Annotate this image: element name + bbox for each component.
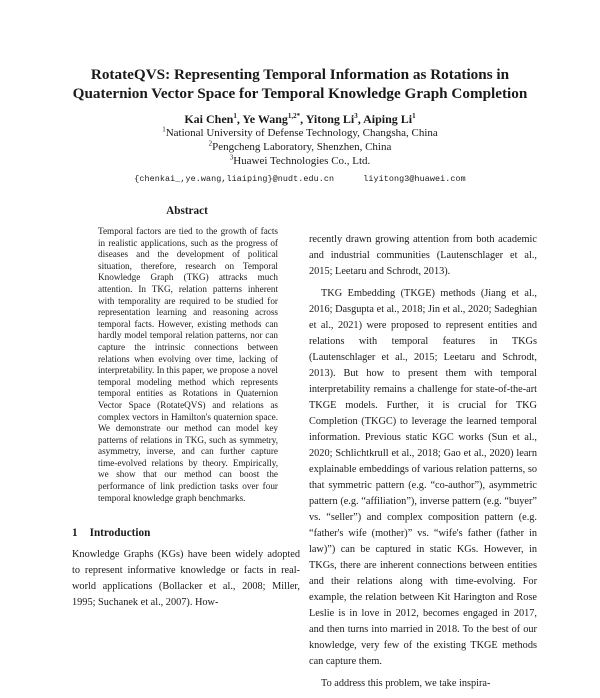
section-heading-introduction: [72, 527, 150, 539]
paragraph-tkge: TKG Embedding (TKGE) methods (Jiang et al., 2016; Dasgupta et al., 2018; Jin et al., 2020; Sadeghian et al., 2021) were proposed to represent entities and relations with temporal features in TKGs (Lautenschlager et al., 2015; Leetaru and Schrodt, 2013). But how to present them with temporal interpretability remains a challenge for state-of-the-art TKGE models. Further, it is crucial for TKG Completion (TKGC) to leverage the learned temporal information. Previous static KGC works (Sun et al., 2020; Schlichtkrull et al., 2018; Gao et al., 2020) learn explainable embeddings of various relation patterns, so that symmetric pattern (e.g. “co-author”), asymmetric pattern (e.g. “affiliation”), inverse pattern (e.g. “buyer” vs. “seller”) and complex composition pattern (e.g. “father's wife (mother)” vs. “wife's father (father in law)”) can be captured in static KGs. However, in TKGs, there are inherent connections between entities and their relations along with time-evolving. For example, the relation between Kit Harington and Rose Leslie is in love in 2012, becomes engaged in 2017, and then turns into married in 2018. To the best of our knowledge, very few of the existing TKGE methods can capture them.: [309, 288, 537, 667]
abstract-body: Temporal factors are tied to the growth of facts in realistic applications, such as the progress of diseases and the development of political situation, therefore, research on Temporal Knowledge Graph (TKG) attracks much attention. In TKG, relation patterns inherent with temporality are required to be studied for representation learning and reasoning across temporal facts. However, existing methods can hardly model temporal relation patterns, nor can capture the intrinsic connections between relations when evolving over time, lacking of interpretability. In this paper, we propose a novel temporal modeling method which represents temporal entities as Rotations in Quaternion Vector Space (RotateQVS) and relations as complex vectors in Hamilton's quaternion space. We demonstrate our method can model key patterns of relations in TKG, such as symmetry, asymmetry, inverse, and can further capture time-evolved relations by theory. Empirically, we show that our method can boost the performance of link prediction tasks over four temporal knowledge graph benchmarks.: [98, 226, 278, 503]
abstract-heading: Abstract: [166, 205, 208, 217]
author-4: Aiping Li$^1$: [363, 112, 416, 126]
section-title: Introduction: [89, 527, 151, 539]
paragraph-address: To address this problem, we take inspira-: [321, 678, 491, 689]
affiliation-3: $^3$Huawei Technologies Co., Ltd.: [229, 153, 371, 167]
author-emails: [0, 174, 600, 184]
right-column-text: [309, 232, 537, 698]
affiliation-1: $^1$National University of Defense Technology, Changsha, China: [162, 125, 438, 139]
author-1: Kai Chen$^1$,: [184, 112, 243, 126]
email-huawei[interactable]: liyitong3@huawei.com: [363, 174, 466, 184]
section-number: 1: [72, 527, 78, 539]
author-3: Yitong Li$^3$,: [305, 112, 364, 126]
email-nudt[interactable]: {chenkai_,ye.wang,liaiping}@nudt.edu.cn: [134, 174, 335, 184]
author-2: Ye Wang$^{1,2*}$,: [242, 112, 306, 126]
introduction-body: Knowledge Graphs (KGs) have been widely adopted to represent informative knowledge or facts in real-world applications (Bollacker et al., 2008; Miller, 1995; Suchanek et al., 2007). How-: [72, 549, 300, 608]
author-list: [0, 112, 600, 126]
title-line-2: Quaternion Vector Space for Temporal Knowledge Graph Completion: [72, 84, 528, 102]
paper-title: [0, 66, 600, 103]
paragraph-continued: recently drawn growing attention from both academic and industrial communities (Lautenschlager et al., 2015; Leetaru and Schrodt, 2013).: [309, 234, 537, 277]
affiliation-2: $^2$Pengcheng Laboratory, Shenzhen, China: [208, 139, 392, 153]
title-line-1: RotateQVS: Representing Temporal Information as Rotations in: [90, 66, 510, 83]
